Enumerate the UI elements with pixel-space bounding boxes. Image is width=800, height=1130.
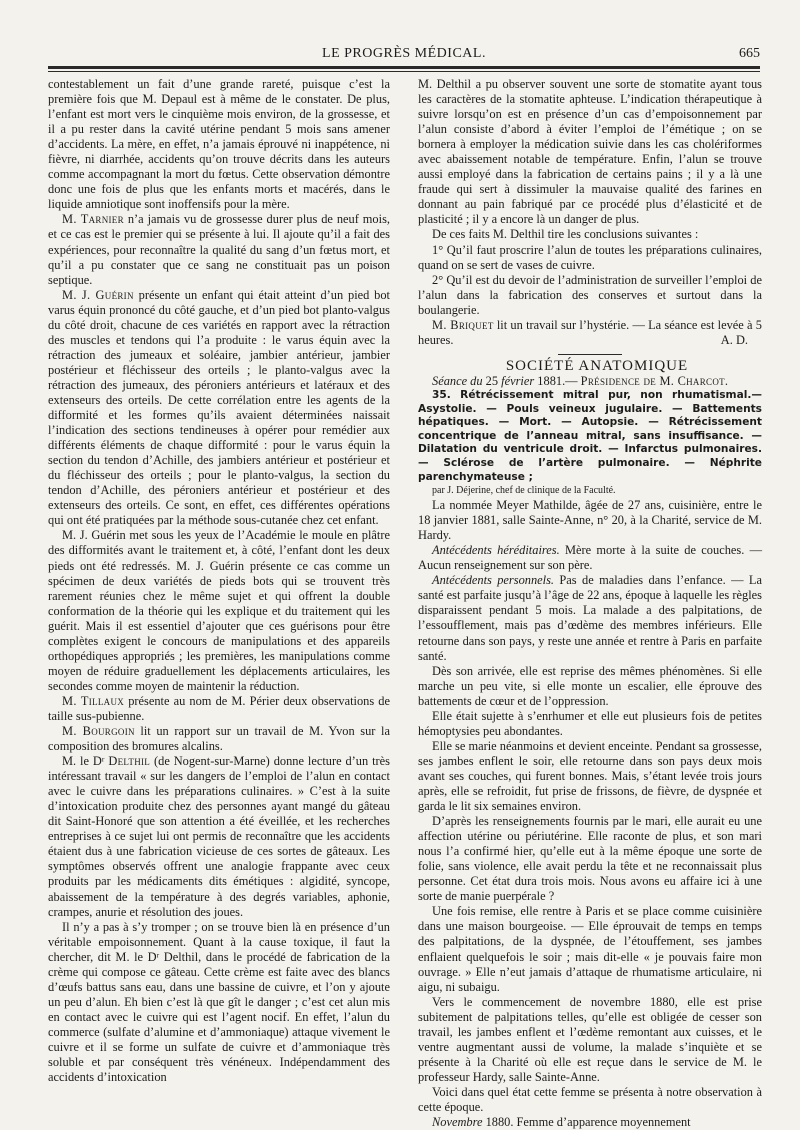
section-title: SOCIÉTÉ ANATOMIQUE (505, 357, 689, 374)
paragraph-text: (de Nogent-sur-Marne) donne lecture d’un très intéressant travail « sur les dangers de l’emploi de l’alun en contact avec le cuivre dans les préparations culinaires. » C’est à la suite d’intoxication produite chez des personnes ayant mangé du gâteau dit Saint-Honoré que son attention a été éveillée, et les recherches entreprises à ce sujet lui ont permis de reconnaître que les accidents étaient dus à une fabrication vicieuse de ces sortes de gâteaux. Les symptômes observés offrent une analogie frappante avec ceux produits par les médicaments dits émétiques : algidité, syncope, abaissement de la température à des degrés variables, aphonie, crampes, anurie et résolution des joues. (48, 754, 390, 919)
subheading: Antécédents héréditaires. (432, 543, 560, 558)
right-column (418, 77, 762, 1130)
case-title: 35. Rétrécissement mitral pur, non rhumatismal.— Asystolie. — Pouls veineux jugulaire. — Battements hépatiques. — Mort. — Autopsie. — Rétrécissement concentrique de l’anneau mitral, sans insuffisance. — Dilatation du ventricule droit. — Infarctus pulmonaires. — Sclérose de l’artère pulmonaire. — Néphrite parenchymateuse ; (418, 388, 762, 483)
paragraph-text: lit un travail sur l’hystérie. — La séance est levée à 5 heures. (418, 317, 762, 347)
session-label: Séance du (432, 373, 483, 388)
speaker-name: M. Tarnier (62, 212, 124, 227)
paragraph: Il n’y a pas à s’y tromper ; on se trouve bien là en présence d’un véritable empoisonnement. Quant à la cause toxique, il faut la chercher, dit M. le Dʳ Delthil, dans le procédé de fabrication de la crème qui compose ce gâteau. Cette crème est faite avec des blancs d’œufs battus sans eau, dans une bassine de cuivre, et l’on y ajoute un peu d’alun. Eh bien c’est là que gît le danger ; c’est cet alun mis en contact avec le cuivre qui est l’agent nocif. En effet, l’alun du commerce (sulfate d’alumine et d’ammoniaque) attaque vivement le cuivre et il se forme un sulfate de cuivre et d’ammoniaque très soluble et par conséquent très vénéneux. Indépendamment des accidents d’intoxication (48, 919, 390, 1085)
paragraph-text: présente au nom de M. Périer deux observations de taille sus-pubienne. (48, 693, 390, 723)
paragraph-text: Mère morte à la suite de couches. — Aucun renseignement sur son père. (418, 543, 762, 573)
paragraph: contestablement un fait d’une grande rareté, puisque c’est la première fois que M. Depaul est à même de le constater. De plus, l’enfant est mort vers le cinquième mois environ, de la grossesse, et il a pu rester dans la cavité utérine pendant 5 mois sans amener d’accidents. La mère, en effet, n’a jamais éprouvé ni inappétence, ni fièvre, ni diarrhée, accidents qu’on trouve décrits dans les auteurs comme accompagnant la mort du fœtus. Cette observation démontre donc une fois de plus que les enfants morts et macérés, dans le liquide amniotique sont inoffensifs pour la mère. (48, 77, 390, 212)
paragraph (418, 318, 762, 348)
paragraph: Dès son arrivée, elle est reprise des mêmes phénomènes. Si elle marche un peu vite, si elle monte un escalier, elle éprouve des battements de cœur et de l’oppression. (418, 663, 762, 708)
paragraph: Elle se marie néanmoins et devient enceinte. Pendant sa grossesse, ses jambes enflent le soir, elle retourne dans son pays deux mois avant ses couches, qui furent bonnes. Mais, s’étant levée trois jours après, elle se refroidit, fut prise de frissons, de fièvre, de dyspnée et garda le lit six semaines environ. (418, 738, 762, 814)
section-divider (558, 354, 622, 355)
paragraph (48, 724, 390, 754)
paragraph: La nommée Meyer Mathilde, âgée de 27 ans, cuisinière, entre le 18 janvier 1881, salle Sainte-Anne, n° 20, à la Charité, service de M. Hardy. (418, 498, 762, 543)
paragraph: Vers le commencement de novembre 1880, elle est prise subitement de palpitations telles, qu’elle est obligée de cesser son travail, les jambes enflent et l’œdème remontant aux cuisses, et le ventre augmentant aussi de volume, la malade s’inquiète et se présente à la Charité où elle est reçue dans le service de M. le professeur Hardy, salle Sainte-Anne. (418, 994, 762, 1084)
header-rule-thin (48, 71, 760, 72)
session-year: 1881.— (534, 373, 581, 388)
paragraph: 1° Qu’il faut proscrire l’alun de toutes les préparations culinaires, quand on se sert de vases de cuivre. (418, 242, 762, 272)
paragraph (48, 212, 390, 287)
paragraph: D’après les renseignements fournis par le mari, elle aurait eu une affection utérine ou périutérine. Elle raconte de plus, et son mari nous l’a confirmé hier, qu’elle eut à la même époque une sorte de folie, sans violence, elle avait perdu la tête et ne reconnaissait plus personne. Cet état dura trois mois. Nous avons eu affaire ici à une sorte de manie puerpérale ? (418, 814, 762, 904)
speaker-name: M. Bourgoin (62, 724, 135, 739)
header-rule-thick (48, 66, 760, 69)
session-line (418, 374, 762, 389)
paragraph: Elle était sujette à s’enrhumer et elle eut plusieurs fois de petites hémoptysies peu abondantes. (418, 708, 762, 738)
session-date: 25 (482, 373, 502, 388)
speaker-name: Delthil (108, 754, 151, 769)
paragraph (48, 754, 390, 920)
paragraph-text: présente un enfant qui était atteint d’un pied bot varus équin prononcé du côté gauche, et d’un pied bot planto-valgus du côté droit, chacune de ces variétés en rapport avec la rétraction des muscles et tendons qui l’a produite : le varus équin avec la rétraction des jumeaux et soléaire, jambier antérieur, jambier postérieur et fléchisseur des orteils ; le planto-valgus avec la rétraction des jumeaux, des péroniers antérieurs et latéraux et des extenseurs des orteils. De cette corrélation entre les agents de la difformité et les formes qu’ils avaient déterminées naissait l’indication des sections tendineuses à opérer pour remédier aux différents éléments de chaque difformité : pour le varus équin la section du tendon d’Achille, des jambiers antérieur et postérieur et du fléchisseur des orteils ; pour le planto-valgus, la section du tendon d’Achille, des péroniers antérieur et postérieur et des extenseurs des orteils. Ce sont, en effet, ces différentes opérations qui ont été pratiquées par la méthode sous-cutanée chez cet enfant. (48, 287, 391, 528)
paragraph (418, 1115, 762, 1130)
paragraph-text: M. le Dʳ (62, 754, 109, 769)
paragraph: M. Delthil a pu observer souvent une sorte de stomatite ayant tous les caractères de la stomatite aphteuse. L’indication thérapeutique à suivre lorsqu’on est en présence d’un cas d’empoisonnement par l’alun consiste d’abord à éviter l’emploi de l’émétique ; on se bornera à employer la médication suivie dans les cas cholériformes avec abaissement notable de température. Enfin, l’alun se trouve aussi employé dans la fabrication de certains pains ; il y a là une fraude qui sert à dissimuler la mauvaise qualité des farines en donnant au pain fabriqué par ce procédé plus d’élasticité et de plasticité ; il y a encore là un danger de plus. (418, 77, 762, 227)
session-month: février (501, 373, 535, 388)
speaker-name: M. J. Guérin (62, 287, 134, 302)
author-byline: par J. Déjerine, chef de clinique de la Faculté. (432, 485, 616, 497)
page-header (48, 46, 760, 64)
paragraph (48, 288, 390, 529)
paragraph (48, 694, 390, 724)
paragraph (418, 573, 762, 663)
journal-title: LE PROGRÈS MÉDICAL. (322, 46, 486, 61)
subheading: Novembre (432, 1115, 483, 1130)
paragraph: Une fois remise, elle rentre à Paris et se place comme cuisinière dans une maison bourgeoise. — Elle éprouvait de temps en temps des palpitations, de la dyspnée, de l’étouffement, ses jambes enflaient quelquefois le soir ; mais dit-elle « je pouvais faire mon ouvrage. » Elle n’eut jamais d’attaque de rhumatisme articulaire, ni aigu, ni subaigu. (418, 904, 762, 994)
session-president: Présidence de M. Charcot. (580, 373, 729, 388)
paragraph (418, 543, 762, 573)
paragraph-text: Pas de maladies dans l’enfance. — La santé est parfaite jusqu’à l’âge de 22 ans, époque à laquelle les règles disparaissent pendant 5 mois. La malade a des palpitations, de l’essoufflement, mais pas d’œdème des membres inférieurs. Elle retourne dans son pays, y reste une année et rentre à Paris en parfaite santé. (418, 573, 762, 663)
paragraph-text: n’a jamais vu de grossesse durer plus de neuf mois, et ce cas est le premier qui se présente à lui. Il ajoute qu’il a fait des expériences, pour reconnaître la qualité du sang d’un fœtus mort, et qu’il a pu constater que ce sang ne constituait pas un poison septique. (48, 212, 390, 287)
paragraph: De ces faits M. Delthil tire les conclusions suivantes : (432, 227, 699, 242)
paragraph: Voici dans quel état cette femme se présenta à notre observation à cette époque. (418, 1084, 762, 1114)
speaker-name: M. Tillaux (62, 693, 125, 708)
paragraph-text: 1880. Femme d’apparence moyennement (482, 1115, 691, 1130)
paragraph: 2° Qu’il est du devoir de l’administration de surveiller l’emploi de l’alun dans la fabrication des conserves et surtout dans la boulangerie. (418, 272, 762, 317)
paragraph: M. J. Guérin met sous les yeux de l’Académie le moule en plâtre des difformités avant le traitement et, à côté, l’enfant dont les deux pieds ont été redressés. M. J. Guérin présente ce cas comme un spécimen de deux variétés de pieds bots qui se trouvent très rarement réunies chez le même sujet et qui offrent la double conformation de la théorie qui les explique et du traitement qui les guérit. Mais il est essentiel d’ajouter que ces guérisons pour être complètes exigent le concours de manipulations et des appareils orthopédiques appropriés ; les premières, les manipulations comme moyen de réduire graduellement les déplacements articulaires, les secondes comme moyen de maintenir la réduction. (48, 528, 390, 693)
signature-initials: A. D. (720, 332, 748, 347)
page-number: 665 (739, 46, 760, 61)
subheading: Antécédents personnels. (432, 573, 555, 588)
speaker-name: M. Briquet (432, 317, 494, 332)
paragraph-text: lit un rapport sur un travail de M. Yvon sur la composition des bromures alcalins. (48, 724, 390, 754)
left-column (48, 77, 390, 1087)
